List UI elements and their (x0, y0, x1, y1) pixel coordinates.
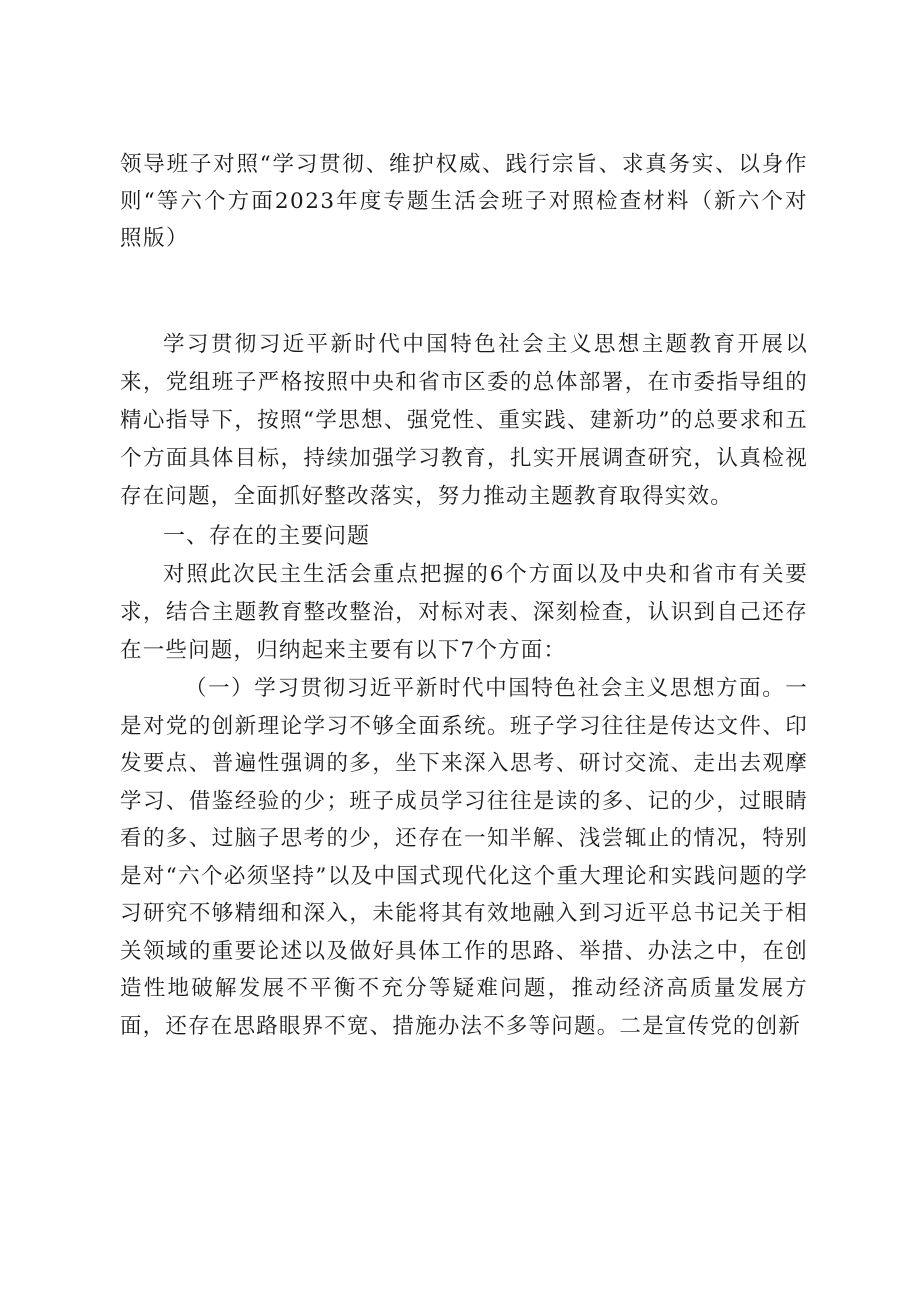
document-title: 领导班子对照“学习贯彻、维护权威、践行宗旨、求真务实、以身作则“等六个方面2023年度专题生活会班子对照检查材料（新六个对照版） (120, 152, 808, 251)
intro-paragraph: 学习贯彻习近平新时代中国特色社会主义思想主题教育开展以来，党组班子严格按照中央和省市区委的总体部署，在市委指导组的精心指导下，按照“学思想、强党性、重实践、建新功”的总要求和五个方面具体目标，持续加强学习教育，扎实开展调查研究，认真检视存在问题，全面抓好整改落实，努力推动主题教育取得实效。 (120, 332, 808, 509)
overview-paragraph: 对照此次民主生活会重点把握的6个方面以及中央和省市有关要求，结合主题教育整改整治，对标对表、深刻检查，认识到自己还存在一些问题，归纳起来主要有以下7个方面： (120, 562, 808, 663)
section-1-paragraph: （一）学习贯彻习近平新时代中国特色社会主义思想方面。一是对党的创新理论学习不够全面系统。班子学习往往是传达文件、印发要点、普遍性强调的多，坐下来深入思考、研讨交流、走出去观摩学习、借鉴经验的少；班子成员学习往往是读的多、记的少，过眼睛看的多、过脑子思考的少，还存在一知半解、浅尝辄止的情况，特别是对“六个必须坚持”以及中国式现代化这个重大理论和实践问题的学习研究不够精细和深入，未能将其有效地融入到习近平总书记关于相关领域的重要论述以及做好具体工作的思路、举措、办法之中，在创造性地破解发展不平衡不充分等疑难问题，推动经济高质量发展方面，还存在思路眼界不宽、措施办法不多等问题。二是宣传党的创新 (120, 676, 808, 1039)
section-heading-1: 一、存在的主要问题 (163, 524, 371, 549)
document-page (120, 146, 808, 1045)
